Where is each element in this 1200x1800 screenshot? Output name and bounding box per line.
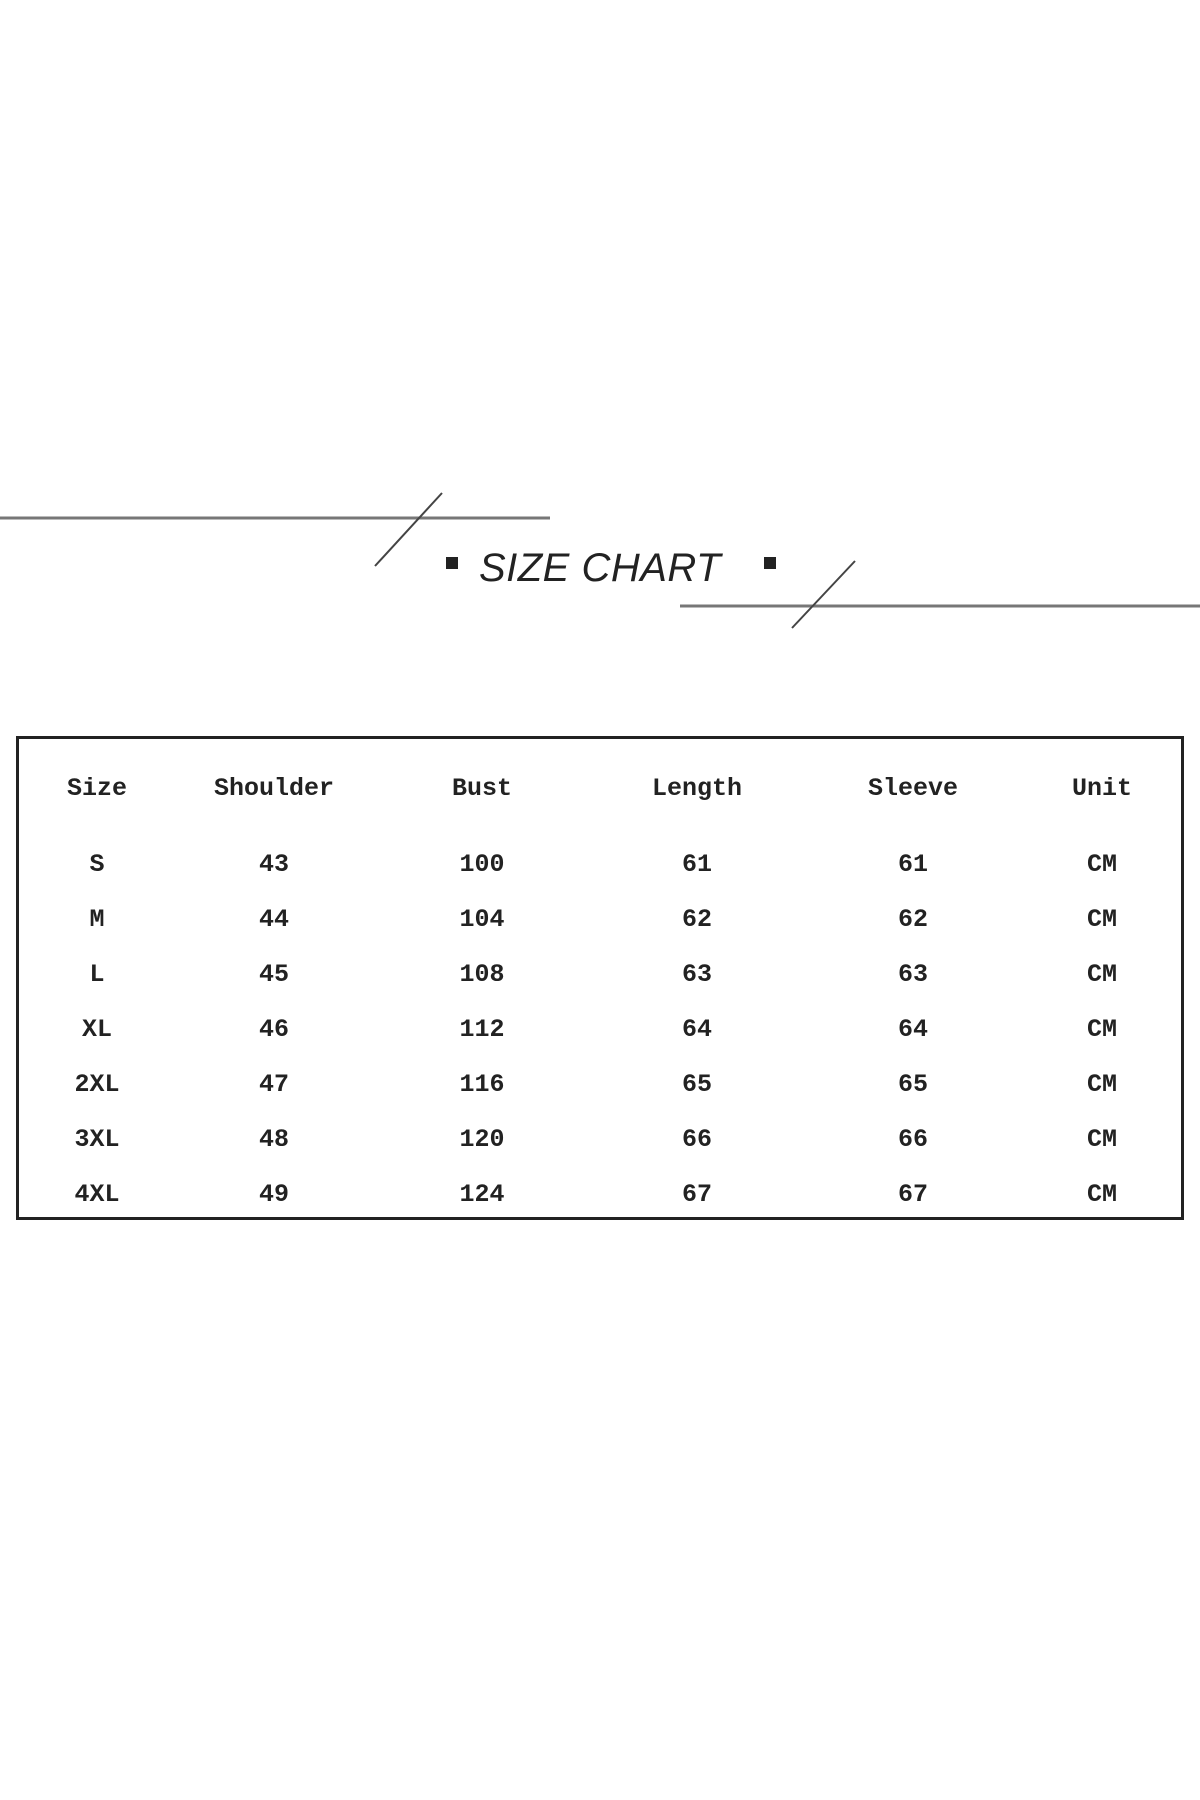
table-cell-shoulder: 44 — [258, 905, 290, 934]
table-cell-sleeve: 61 — [897, 850, 929, 879]
table-cell-length: 64 — [681, 1015, 713, 1044]
table-cell-size: L — [89, 960, 105, 989]
table-row — [19, 955, 1181, 995]
table-cell-bust: 100 — [459, 850, 505, 879]
table-cell-shoulder: 47 — [258, 1070, 290, 1099]
table-cell-unit: CM — [1086, 1015, 1118, 1044]
table-row — [19, 845, 1181, 885]
table-cell-sleeve: 66 — [897, 1125, 929, 1154]
table-cell-bust: 116 — [459, 1070, 505, 1099]
table-cell-length: 62 — [681, 905, 713, 934]
table-row — [19, 1175, 1181, 1215]
table-cell-size: S — [89, 850, 105, 879]
table-row — [19, 1065, 1181, 1105]
table-cell-shoulder: 43 — [258, 850, 290, 879]
table-cell-size: XL — [81, 1015, 113, 1044]
table-cell-length: 66 — [681, 1125, 713, 1154]
table-cell-length: 63 — [681, 960, 713, 989]
table-cell-sleeve: 63 — [897, 960, 929, 989]
table-cell-shoulder: 48 — [258, 1125, 290, 1154]
size-table-grid — [19, 739, 1181, 1217]
table-cell-bust: 120 — [459, 1125, 505, 1154]
column-header-bust: Bust — [451, 774, 513, 803]
column-header-shoulder: Shoulder — [213, 774, 335, 803]
table-cell-size: 3XL — [74, 1125, 120, 1154]
table-cell-size: M — [89, 905, 105, 934]
table-row — [19, 1010, 1181, 1050]
table-cell-shoulder: 46 — [258, 1015, 290, 1044]
table-cell-length: 67 — [681, 1180, 713, 1209]
table-cell-size: 2XL — [74, 1070, 120, 1099]
table-cell-unit: CM — [1086, 960, 1118, 989]
table-header-row — [19, 769, 1181, 809]
table-cell-sleeve: 67 — [897, 1180, 929, 1209]
column-header-sleeve: Sleeve — [867, 774, 959, 803]
column-header-unit: Unit — [1071, 774, 1133, 803]
table-cell-unit: CM — [1086, 1180, 1118, 1209]
table-cell-unit: CM — [1086, 905, 1118, 934]
column-header-length: Length — [651, 774, 743, 803]
table-cell-length: 65 — [681, 1070, 713, 1099]
column-header-size: Size — [66, 774, 128, 803]
table-row — [19, 1120, 1181, 1160]
table-cell-unit: CM — [1086, 850, 1118, 879]
table-cell-unit: CM — [1086, 1125, 1118, 1154]
table-cell-bust: 104 — [459, 905, 505, 934]
table-cell-bust: 108 — [459, 960, 505, 989]
table-cell-bust: 124 — [459, 1180, 505, 1209]
size-chart-title: SIZE CHART — [478, 546, 722, 590]
table-cell-shoulder: 49 — [258, 1180, 290, 1209]
table-cell-sleeve: 62 — [897, 905, 929, 934]
table-cell-unit: CM — [1086, 1070, 1118, 1099]
table-row — [19, 900, 1181, 940]
size-table — [16, 736, 1184, 1220]
table-cell-sleeve: 65 — [897, 1070, 929, 1099]
table-cell-shoulder: 45 — [258, 960, 290, 989]
table-cell-sleeve: 64 — [897, 1015, 929, 1044]
table-cell-size: 4XL — [74, 1180, 120, 1209]
table-cell-bust: 112 — [459, 1015, 505, 1044]
table-cell-length: 61 — [681, 850, 713, 879]
